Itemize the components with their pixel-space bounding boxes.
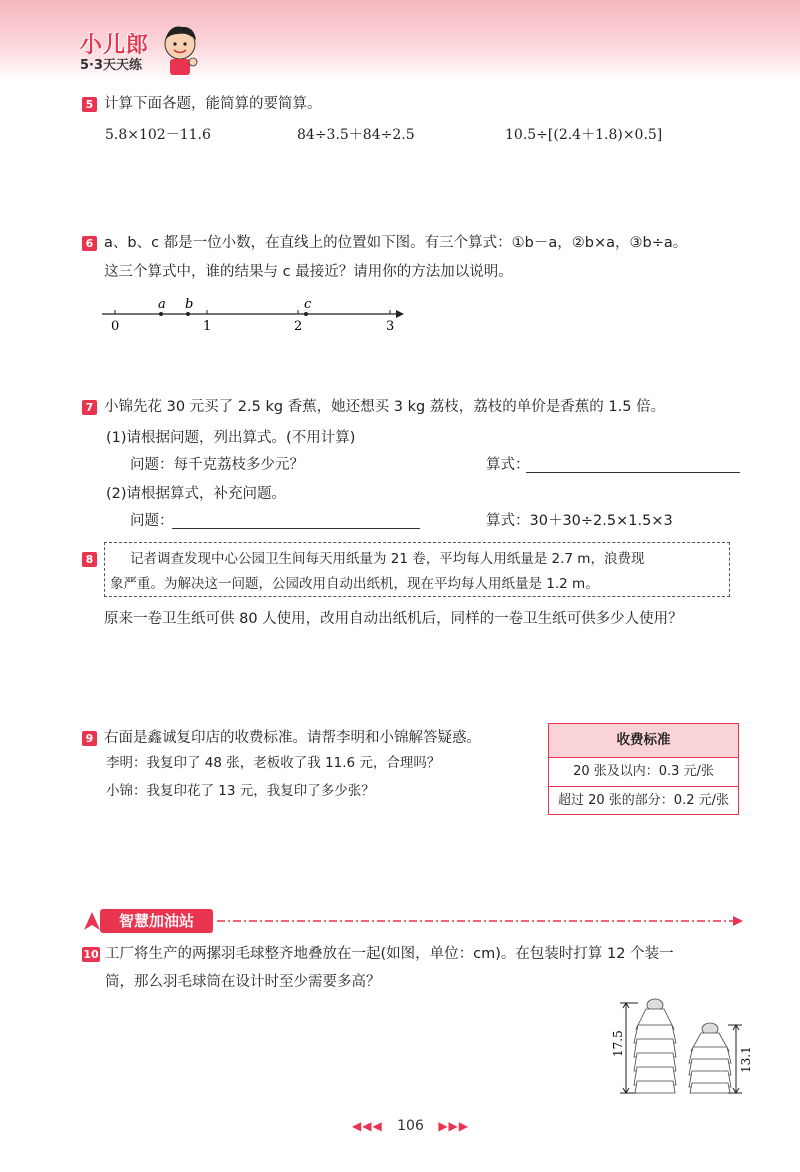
next-arrows-icon: ▶▶▶ (438, 1119, 470, 1133)
q5-prompt: 计算下面各题，能简算的要简算。 (104, 96, 322, 112)
tick-label-3: 3 (386, 319, 395, 334)
question-number-9: 9 (82, 731, 97, 746)
q9-xiaojin: 小锦：我复印花了 13 元，我复印了多少张？ (106, 783, 375, 799)
fee-table-title: 收费标准 (549, 724, 738, 758)
q7-formula-answer-line[interactable] (526, 456, 740, 473)
q5-expr-2: 84÷3.5＋84÷2.5 (297, 127, 415, 143)
q8-question: 原来一卷卫生纸可供 80 人使用，改用自动出纸机后，同样的一卷卫生纸可供多少人使用？ (104, 611, 683, 627)
question-number-6: 6 (82, 236, 97, 251)
q7-part-2: (2)请根据算式，补充问题。 (106, 486, 287, 502)
fee-row: 20 张及以内：0.3 元/张 (549, 758, 738, 787)
q7-question-label: 问题： (130, 513, 174, 529)
q7-part-1: (1)请根据问题，列出算式。(不用计算) (106, 430, 356, 446)
section-divider (215, 914, 745, 928)
prev-arrows-icon: ◀◀◀ (352, 1119, 383, 1133)
shuttlecock-stack-1 (634, 999, 676, 1093)
q9-prompt: 右面是鑫诚复印店的收费标准。请帮李明和小锦解答疑惑。 (104, 730, 481, 746)
q8-box-line-2: 象严重。为解决这一问题，公园改用自动出纸机，现在平均每人用纸量是 1.2 m。 (110, 576, 599, 592)
q5-expr-3: 10.5÷[(2.4＋1.8)×0.5] (505, 127, 663, 143)
q8-box-line-1: 记者调查发现中心公园卫生间每天用纸量为 21 卷，平均每人用纸量是 2.7 m，浪费现 (130, 551, 645, 567)
shuttlecock-figure (608, 995, 758, 1105)
q7-formula-2: 算式：30＋30÷2.5×1.5×3 (486, 513, 673, 529)
tick-label-1: 1 (203, 319, 212, 334)
tick-label-2: 2 (294, 319, 303, 334)
dim-label-stack-1: 17.5 (611, 1030, 625, 1057)
mascot-icon (160, 22, 200, 76)
page-footer (352, 1118, 469, 1134)
question-number-10: 10 (83, 948, 99, 961)
shuttlecock-stack-2 (689, 1023, 731, 1093)
question-number-5: 5 (82, 97, 97, 112)
number-line (100, 292, 410, 334)
point-label-b: b (185, 297, 194, 312)
question-number-7: 7 (82, 400, 97, 415)
point-label-c: c (304, 297, 312, 312)
section-tag: 智慧加油站 (100, 909, 213, 933)
q5-expr-1: 5.8×102－11.6 (105, 127, 211, 143)
q7-question-answer-line[interactable] (172, 512, 420, 529)
logo-subtitle: 5·3天天练 (80, 58, 143, 73)
q7-question-1: 问题：每千克荔枝多少元？ (130, 457, 304, 473)
point-label-a: a (158, 297, 166, 312)
fee-row: 超过 20 张的部分：0.2 元/张 (558, 793, 729, 808)
page-number: 106 (397, 1118, 424, 1134)
q9-liming: 李明：我复印了 48 张，老板收了我 11.6 元，合理吗？ (106, 755, 441, 771)
q7-prompt: 小锦先花 30 元买了 2.5 kg 香蕉，她还想买 3 kg 荔枝，荔枝的单价是香蕉的 1.5 倍。 (104, 399, 666, 415)
logo-title: 小儿郎 (80, 33, 150, 58)
fee-table (548, 723, 739, 815)
rocket-icon (82, 910, 102, 932)
q6-line-2: 这三个算式中，谁的结果与 c 最接近？请用你的方法加以说明。 (104, 264, 513, 280)
q7-formula-label: 算式： (486, 457, 530, 473)
tick-label-0: 0 (111, 319, 120, 334)
question-number-8: 8 (82, 552, 97, 567)
q6-line-1: a、b、c 都是一位小数，在直线上的位置如下图。有三个算式：①b－a，②b×a，③b÷a。 (104, 235, 688, 251)
dim-label-stack-2: 13.1 (739, 1046, 753, 1073)
q10-line-2: 筒，那么羽毛球筒在设计时至少需要多高？ (105, 974, 381, 990)
q10-line-1: 工厂将生产的两摞羽毛球整齐地叠放在一起(如图，单位：cm)。在包装时打算 12 个装一 (105, 946, 674, 962)
